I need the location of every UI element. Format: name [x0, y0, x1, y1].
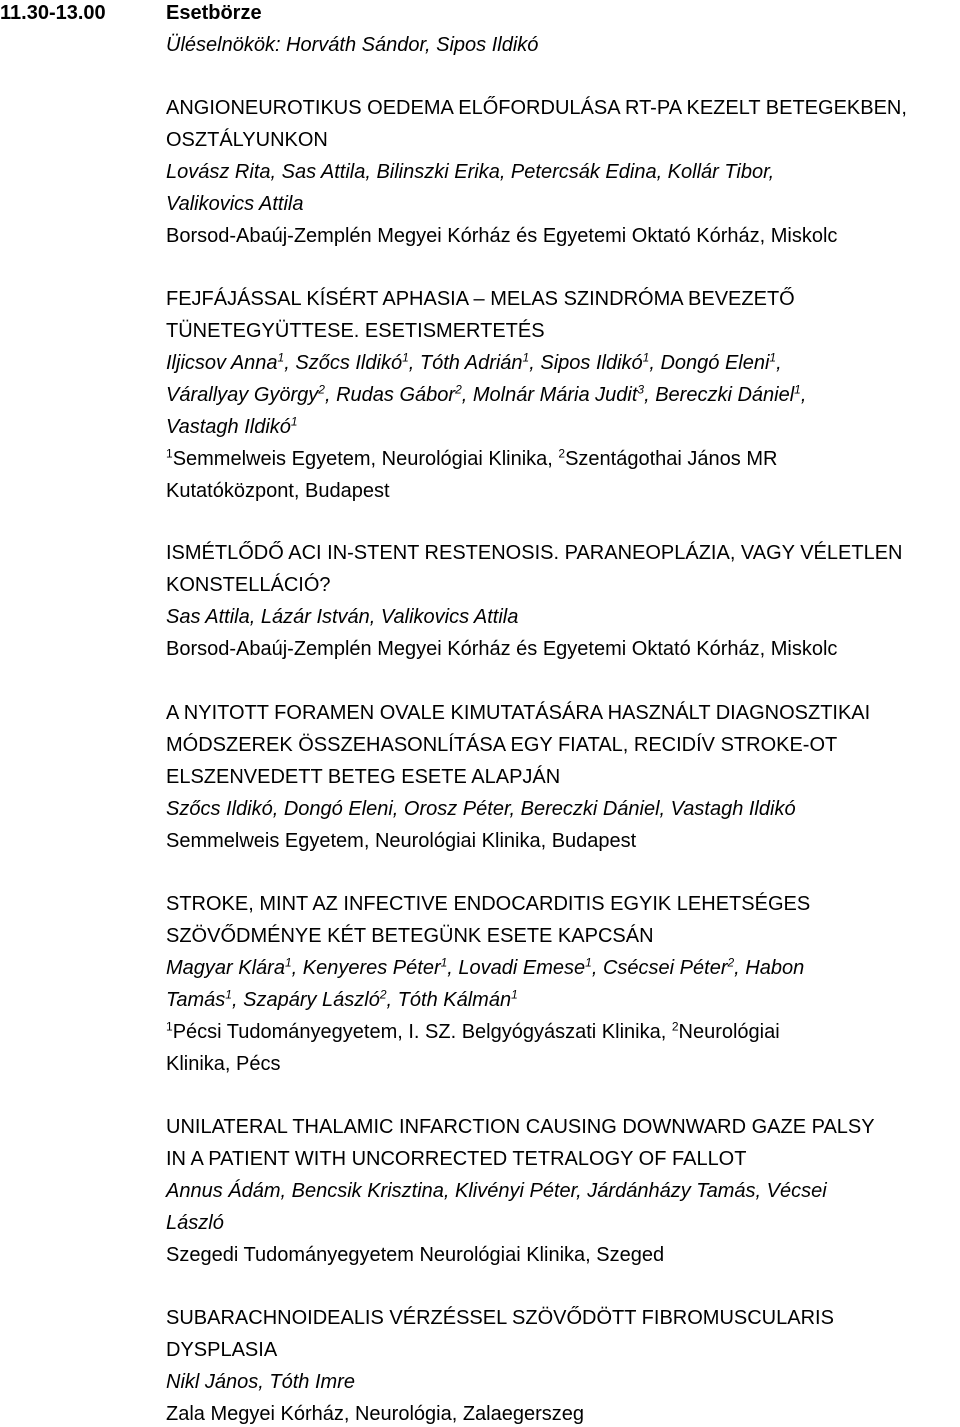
author-affil-mark: 1 [277, 350, 285, 365]
author-name: Kenyeres Péter [302, 957, 441, 979]
abstract-affiliation: Zala Megyei Kórház, Neurológia, Zalaegerszeg [166, 1403, 584, 1425]
author-name-part: Habon [745, 957, 805, 979]
author-name: Molnár Mária Judit [472, 384, 638, 406]
affil-mark: 2 [558, 446, 566, 461]
abstract-affiliation [166, 1019, 780, 1045]
abstract-affiliation: Semmelweis Egyetem, Neurológiai Klinika, Budapest [166, 830, 637, 852]
author-name: Várallyay György [166, 384, 319, 406]
author-name: Dongó Eleni [660, 352, 770, 374]
abstract-title-line: ANGIONEUROTIKUS OEDEMA ELŐFORDULÁSA RT-PA KEZELT BETEGEKBEN, [166, 97, 907, 119]
abstract-title-line: OSZTÁLYUNKON [166, 129, 328, 151]
abstract-affiliation: Borsod-Abaúj-Zemplén Megyei Kórház és Egyetemi Oktató Kórház, Miskolc [166, 225, 838, 247]
abstract-authors-line: Tamás$^1$, Szapáry László$^2$, Tóth Kálmán$^1$ [166, 987, 518, 1011]
abstract-title-line: ISMÉTLŐDŐ ACI IN-STENT RESTENOSIS. PARANEOPLÁZIA, VAGY VÉLETLEN [166, 542, 903, 564]
abstract-authors-line: Valikovics Attila [166, 193, 304, 215]
abstract-title-line: SUBARACHNOIDEALIS VÉRZÉSSEL SZÖVŐDÖTT FIBROMUSCULARIS [166, 1307, 834, 1329]
affil-mark: 1 [166, 1019, 173, 1034]
abstract-affiliation: Borsod-Abaúj-Zemplén Megyei Kórház és Egyetemi Oktató Kórház, Miskolc [166, 638, 838, 660]
affil-text: Semmelweis Egyetem, Neurológiai Klinika, [172, 448, 559, 470]
abstract-authors-line: Szőcs Ildikó, Dongó Eleni, Orosz Péter, Bereczki Dániel, Vastagh Ildikó [166, 798, 796, 820]
author-name: Magyar Klára [166, 957, 285, 979]
author-name: Rudas Gábor [336, 384, 456, 406]
abstract-title-line: A NYITOTT FORAMEN OVALE KIMUTATÁSÁRA HASZNÁLT DIAGNOSZTIKAI [166, 702, 871, 724]
author-affil-mark: 1 [769, 350, 777, 365]
author-affil-mark: 1 [402, 350, 409, 365]
author-name: Tóth Adrián [419, 352, 523, 374]
affil-mark: 1 [166, 446, 173, 461]
author-affil-mark: 2 [379, 987, 387, 1002]
abstract-title-line: SZÖVŐDMÉNYE KÉT BETEGÜNK ESETE KAPCSÁN [166, 925, 654, 947]
abstract-title-line: IN A PATIENT WITH UNCORRECTED TETRALOGY OF FALLOT [166, 1148, 747, 1170]
session-time: 11.30-13.00 [0, 2, 106, 24]
author-name: Bereczki Dániel [655, 384, 795, 406]
author-name: Lovadi Emese [458, 957, 586, 979]
author-name: Szőcs Ildikó [295, 352, 403, 374]
abstract-title-line: TÜNETEGYÜTTESE. ESETISMERTETÉS [166, 320, 545, 342]
abstract-affiliation: Kutatóközpont, Budapest [166, 480, 390, 502]
abstract-authors-line: László [166, 1212, 224, 1234]
abstract-authors-line: Várallyay György$^2$, Rudas Gábor$^2$, Molnár Mária Judit$^3$, Bereczki Dániel$^1$, [166, 382, 807, 406]
author-affil-mark: 1 [585, 955, 592, 970]
author-affil-mark: 1 [284, 955, 292, 970]
author-name: Vastagh Ildikó [166, 416, 291, 438]
author-name: Szapáry László [243, 989, 380, 1011]
session-title: Esetbörze [166, 2, 262, 24]
affil-mark: 2 [671, 1019, 679, 1034]
abstract-affiliation: Szegedi Tudományegyetem Neurológiai Klinika, Szeged [166, 1244, 665, 1266]
author-name: Iljicsov Anna [166, 352, 278, 374]
affil-text: Neurológiai [678, 1021, 780, 1043]
author-affil-mark: 1 [225, 987, 232, 1002]
abstract-affiliation: Klinika, Pécs [166, 1053, 281, 1075]
abstract-title-line: DYSPLASIA [166, 1339, 278, 1361]
author-name: Csécsei Péter [602, 957, 728, 979]
abstract-title-line: STROKE, MINT AZ INFECTIVE ENDOCARDITIS EGYIK LEHETSÉGES [166, 893, 811, 915]
abstract-title-line: UNILATERAL THALAMIC INFARCTION CAUSING DOWNWARD GAZE PALSY [166, 1116, 875, 1138]
author-affil-mark: 1 [440, 955, 448, 970]
abstract-title-line: MÓDSZEREK ÖSSZEHASONLÍTÁSA EGY FIATAL, RECIDÍV STROKE-OT [166, 734, 838, 756]
author-name-part: Tamás [166, 989, 226, 1011]
author-affil-mark: 1 [522, 350, 530, 365]
author-affil-mark: 2 [455, 382, 462, 397]
author-affil-mark: 2 [318, 382, 325, 397]
abstract-authors-line: Lovász Rita, Sas Attila, Bilinszki Erika, Petercsák Edina, Kollár Tibor, [166, 161, 775, 183]
author-affil-mark: 2 [727, 955, 735, 970]
abstract-authors-line: Iljicsov Anna$^1$, Szőcs Ildikó$^1$, Tóth Adrián$^1$, Sipos Ildikó$^1$, Dongó Eleni$^1$, [166, 350, 782, 374]
affil-text: Pécsi Tudományegyetem, I. SZ. Belgyógyászati Klinika, [172, 1021, 672, 1043]
abstract-title-line: ELSZENVEDETT BETEG ESETE ALAPJÁN [166, 766, 561, 788]
session-chairs: Üléselnökök: Horváth Sándor, Sipos Ildikó [166, 34, 539, 56]
author-name: Tóth Kálmán [397, 989, 512, 1011]
author-affil-mark: 3 [637, 382, 645, 397]
abstract-authors-line: Magyar Klára$^1$, Kenyeres Péter$^1$, Lovadi Emese$^1$, Csécsei Péter$^2$, Habon [166, 955, 805, 979]
abstract-title-line: FEJFÁJÁSSAL KÍSÉRT APHASIA – MELAS SZINDRÓMA BEVEZETŐ [166, 288, 795, 310]
author-name: Sipos Ildikó [540, 352, 643, 374]
author-affil-mark: 1 [290, 414, 298, 429]
author-affil-mark: 1 [642, 350, 650, 365]
affil-text: Szentágothai János MR [565, 448, 778, 470]
abstract-affiliation [166, 446, 777, 472]
abstract-title-line: KONSTELLÁCIÓ? [166, 574, 331, 596]
author-affil-mark: 1 [794, 382, 801, 397]
abstract-authors-line: Annus Ádám, Bencsik Krisztina, Klivényi Péter, Járdánházy Tamás, Vécsei [166, 1180, 827, 1202]
abstract-authors-line: Nikl János, Tóth Imre [166, 1371, 355, 1393]
abstract-authors-line [166, 414, 298, 440]
abstract-authors-line: Sas Attila, Lázár István, Valikovics Attila [166, 606, 519, 628]
author-affil-mark: 1 [511, 987, 518, 1002]
